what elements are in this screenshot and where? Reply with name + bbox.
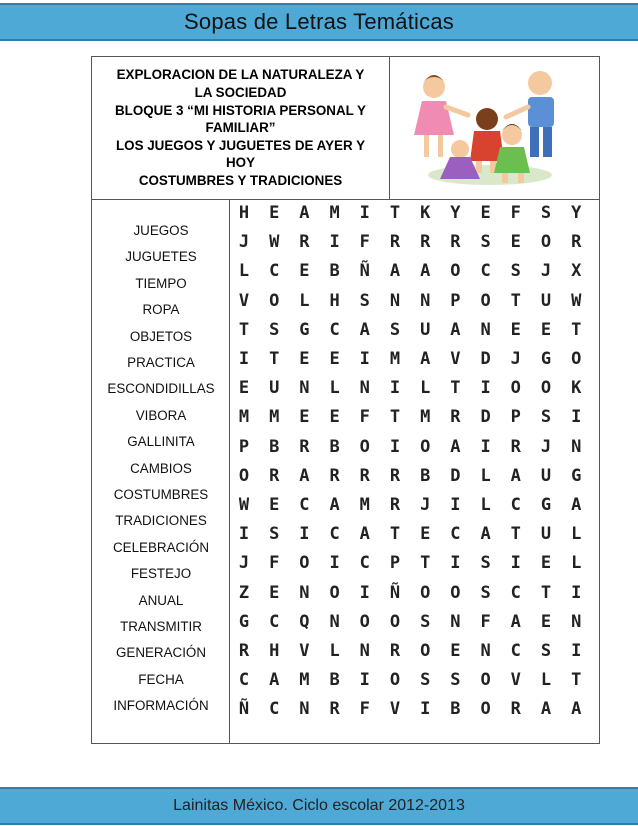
grid-letter: E [269, 495, 280, 515]
word-list-item: TRANSMITIR [120, 619, 202, 634]
grid-letter: B [329, 670, 340, 691]
grid-letter: T [420, 553, 431, 574]
grid-letter: R [389, 641, 401, 661]
grid-letter: U [540, 465, 552, 486]
grid-letter: S [269, 319, 280, 340]
grid-letter: A [540, 699, 552, 720]
grid-letter: N [299, 378, 310, 399]
grid-letter: N [450, 611, 461, 632]
grid-letter: I [359, 670, 370, 691]
grid-letter: N [571, 611, 582, 632]
grid-letter: U [540, 524, 552, 545]
grid-letter: R [510, 436, 521, 457]
grid-letter: L [420, 378, 431, 399]
grid-letter: A [510, 611, 521, 632]
grid-letter: Y [571, 203, 582, 223]
grid-letter: O [480, 670, 491, 691]
grid-letter: N [480, 319, 491, 340]
letter-grid [230, 200, 599, 743]
grid-letter: E [299, 407, 310, 428]
grid-letter: O [269, 290, 280, 311]
grid-letter: K [571, 378, 582, 399]
grid-letter: V [389, 699, 401, 720]
grid-letter: C [238, 670, 250, 691]
grid-letter: H [269, 641, 280, 661]
grid-letter: E [540, 319, 552, 340]
grid-letter: E [540, 611, 552, 632]
grid-letter: D [480, 349, 491, 369]
title-line: FAMILIAR” [205, 120, 276, 136]
grid-letter: I [571, 641, 582, 661]
grid-letter: O [571, 349, 582, 369]
word-list-item: OBJETOS [129, 328, 193, 344]
grid-letter: A [269, 670, 280, 691]
grid-letter: N [480, 641, 491, 661]
grid-letter: H [329, 290, 340, 311]
grid-letter: I [359, 582, 370, 603]
grid-letter: H [238, 203, 250, 223]
grid-letter: C [450, 524, 461, 545]
word-list-item: ANUAL [138, 592, 184, 608]
grid-letter: R [299, 232, 310, 253]
grid-letter: R [450, 407, 461, 428]
worksheet-table [91, 56, 600, 744]
grid-letter: G [571, 465, 582, 486]
grid-letter: R [510, 699, 521, 720]
word-list-item: CELEBRACIÓN [113, 539, 209, 555]
grid-letter: E [329, 349, 340, 369]
title-line: LOS JUEGOS Y JUGUETES DE AYER Y [115, 137, 366, 153]
children-playing-circle-icon [390, 57, 599, 200]
grid-letter: R [269, 465, 280, 486]
grid-letter: F [510, 203, 521, 223]
grid-letter: V [299, 641, 310, 661]
grid-letter: P [510, 407, 521, 428]
grid-letter: L [329, 378, 340, 399]
grid-letter: D [450, 465, 461, 486]
grid-letter: E [420, 524, 431, 545]
grid-letter: A [571, 699, 582, 720]
grid-letter: T [389, 407, 401, 428]
grid-letter: E [299, 261, 310, 282]
grid-letter: S [359, 290, 370, 311]
grid-letter: B [420, 465, 431, 486]
grid-letter: S [540, 641, 552, 661]
title-line: LA SOCIEDAD [194, 85, 287, 101]
grid-letter: F [269, 553, 280, 574]
grid-letter: R [359, 465, 370, 486]
grid-letter: W [269, 232, 280, 253]
grid-letter: O [329, 582, 340, 603]
grid-letter: C [269, 261, 280, 282]
grid-letter: G [540, 495, 552, 515]
grid-letter: L [299, 290, 310, 311]
grid-letter: T [571, 670, 582, 691]
grid-letter: V [450, 349, 461, 369]
grid-letter: T [540, 582, 552, 603]
grid-letter: I [359, 349, 370, 369]
grid-letter: R [299, 436, 310, 457]
grid-letter: O [450, 582, 461, 603]
word-list-item: TRADICIONES [115, 513, 207, 529]
grid-letter: A [359, 524, 370, 545]
grid-letter: E [540, 553, 552, 574]
grid-letter: C [269, 611, 280, 632]
grid-letter: N [329, 611, 340, 632]
grid-letter: P [238, 436, 250, 457]
grid-letter: R [450, 232, 461, 253]
grid-letter: I [480, 436, 491, 457]
grid-letter: Ñ [238, 699, 250, 720]
grid-letter: L [571, 524, 582, 545]
grid-letter: I [571, 407, 582, 428]
grid-letter: I [389, 436, 401, 457]
grid-letter: T [238, 319, 250, 340]
word-list-item: CAMBIOS [130, 460, 192, 476]
grid-letter: C [510, 582, 521, 603]
grid-letter: W [238, 495, 250, 515]
grid-letter: I [571, 582, 582, 603]
grid-letter: I [480, 378, 491, 399]
grid-letter: S [480, 232, 491, 253]
grid-letter: E [510, 319, 521, 340]
grid-letter: S [510, 261, 521, 282]
grid-letter: N [299, 582, 310, 603]
grid-letter: S [269, 524, 280, 545]
grid-letter: S [450, 670, 461, 691]
grid-letter: A [389, 261, 401, 282]
title-line: COSTUMBRES Y TRADICIONES [138, 172, 343, 188]
grid-letter: R [389, 232, 401, 253]
grid-letter: N [571, 436, 582, 457]
grid-letter: F [359, 232, 370, 253]
grid-letter: G [540, 349, 552, 369]
grid-letter: A [420, 261, 431, 282]
grid-letter: N [359, 378, 370, 399]
grid-letter: T [389, 203, 401, 223]
grid-letter: I [450, 495, 461, 515]
grid-letter: M [389, 349, 401, 369]
word-list [92, 200, 230, 743]
grid-letter: C [359, 553, 370, 574]
grid-letter: P [450, 290, 461, 311]
grid-letter: I [299, 524, 310, 545]
grid-letter: J [540, 261, 552, 282]
word-list-item: FECHA [138, 671, 184, 687]
word-list-item: JUEGOS [133, 223, 189, 238]
grid-letter: U [269, 378, 280, 399]
grid-letter: T [571, 319, 582, 340]
grid-letter: T [510, 290, 521, 311]
grid-letter: R [329, 699, 340, 720]
grid-letter: R [571, 232, 582, 253]
grid-letter: L [238, 261, 250, 282]
grid-letter: Ñ [359, 261, 370, 282]
grid-letter: B [450, 699, 461, 720]
grid-letter: D [480, 407, 491, 428]
grid-letter: C [329, 524, 340, 545]
grid-letter: E [238, 378, 250, 399]
grid-letter: I [238, 524, 250, 545]
word-list-item: ESCONDIDILLAS [107, 381, 215, 397]
grid-letter: A [420, 349, 431, 369]
grid-letter: M [420, 407, 431, 428]
title-block [92, 57, 390, 200]
word-list-item: COSTUMBRES [113, 487, 209, 502]
page-title: Sopas de Letras Temáticas [184, 9, 454, 34]
word-list-item: VIBORA [135, 407, 187, 423]
grid-letter: S [389, 319, 401, 340]
grid-letter: I [238, 349, 250, 369]
grid-letter: J [238, 232, 250, 253]
grid-letter: S [420, 611, 431, 632]
grid-letter: F [359, 407, 370, 428]
grid-letter: I [329, 232, 340, 253]
grid-letter: O [480, 699, 491, 720]
grid-letter: L [329, 641, 340, 661]
grid-letter: O [510, 378, 521, 399]
grid-letter: O [540, 232, 552, 253]
grid-letter: L [480, 495, 491, 515]
grid-letter: I [420, 699, 431, 720]
grid-letter: N [359, 641, 370, 661]
grid-letter: E [329, 407, 340, 428]
grid-letter: C [299, 495, 310, 515]
grid-letter: M [329, 203, 340, 223]
grid-letter: T [450, 378, 461, 399]
grid-letter: E [269, 203, 280, 223]
grid-letter: J [238, 553, 250, 574]
grid-letter: S [540, 203, 552, 223]
grid-letter: U [420, 319, 431, 340]
grid-letter: C [269, 699, 280, 720]
grid-letter: N [389, 290, 401, 311]
grid-letter: Ñ [389, 582, 401, 603]
grid-letter: J [510, 349, 521, 369]
grid-letter: N [299, 699, 310, 720]
grid-letter: Y [450, 203, 461, 223]
grid-letter: A [299, 465, 310, 486]
grid-letter: O [420, 582, 431, 603]
title-line: BLOQUE 3 “MI HISTORIA PERSONAL Y [115, 102, 366, 118]
grid-letter: V [510, 670, 521, 691]
grid-letter: L [540, 670, 552, 691]
grid-letter: C [510, 495, 521, 515]
grid-letter: S [420, 670, 431, 691]
grid-letter: T [389, 524, 401, 545]
grid-letter: B [329, 436, 340, 457]
grid-letter: B [329, 261, 340, 282]
grid-letter: O [420, 436, 431, 457]
grid-letter: O [238, 465, 250, 486]
grid-letter: M [299, 670, 310, 691]
grid-letter: A [510, 465, 521, 486]
grid-letter: O [389, 670, 401, 691]
grid-letter: E [510, 232, 521, 253]
grid-letter: O [359, 611, 370, 632]
grid-letter: O [480, 290, 491, 311]
grid-letter: G [299, 319, 310, 340]
grid-letter: J [540, 436, 552, 457]
grid-letter: R [329, 465, 340, 486]
grid-letter: R [238, 641, 250, 661]
grid-letter: X [571, 261, 582, 282]
word-list-item: GALLINITA [127, 434, 195, 450]
grid-letter: U [540, 290, 552, 311]
grid-letter: N [420, 290, 431, 311]
grid-letter: I [450, 553, 461, 574]
word-list-item: TIEMPO [135, 275, 187, 291]
grid-letter: Z [238, 582, 250, 603]
grid-letter: E [269, 582, 280, 603]
grid-letter: C [480, 261, 491, 282]
grid-letter: E [450, 641, 461, 661]
grid-letter: O [299, 553, 310, 574]
grid-letter: O [450, 261, 461, 282]
grid-letter: O [359, 436, 370, 457]
grid-letter: A [450, 436, 461, 457]
grid-letter: R [389, 465, 401, 486]
grid-letter: S [480, 553, 491, 574]
grid-letter: C [329, 319, 340, 340]
grid-letter: E [480, 203, 491, 223]
word-list-item: PRACTICA [127, 355, 195, 370]
grid-letter: W [571, 290, 582, 311]
grid-letter: I [389, 378, 401, 399]
title-line: HOY [225, 155, 256, 171]
grid-letter: M [238, 407, 250, 428]
grid-letter: K [420, 203, 431, 223]
grid-letter: A [359, 319, 370, 340]
grid-letter: O [540, 378, 552, 399]
illustration-cell [390, 57, 599, 200]
word-list-item: INFORMACIÓN [113, 698, 209, 714]
grid-letter: C [510, 641, 521, 661]
grid-letter: R [420, 232, 431, 253]
header-banner [0, 3, 638, 41]
title-line: EXPLORACION DE LA NATURALEZA Y [116, 67, 365, 83]
grid-letter: T [269, 349, 280, 369]
grid-letter: I [510, 553, 521, 574]
grid-letter: J [420, 495, 431, 515]
grid-letter: M [359, 495, 370, 515]
grid-letter: T [510, 524, 521, 545]
grid-letter: E [299, 349, 310, 369]
grid-letter: S [480, 582, 491, 603]
grid-letter: A [480, 524, 491, 545]
grid-letter: V [238, 290, 250, 311]
footer-text: Lainitas México. Ciclo escolar 2012-2013 [173, 797, 465, 814]
word-list-item: ROPA [142, 302, 180, 318]
grid-letter: B [269, 436, 280, 457]
grid-letter: A [571, 495, 582, 515]
grid-letter: O [389, 611, 401, 632]
grid-letter: R [389, 495, 401, 515]
grid-letter: Q [299, 611, 310, 632]
grid-letter: F [480, 611, 491, 632]
word-list-item: GENERACIÓN [115, 645, 207, 661]
footer-banner [0, 787, 638, 825]
grid-letter: G [238, 611, 250, 632]
grid-letter: S [540, 407, 552, 428]
grid-letter: O [420, 641, 431, 661]
word-list-item: FESTEJO [130, 566, 192, 582]
grid-letter: I [359, 203, 370, 223]
grid-letter: L [480, 465, 491, 486]
grid-letter: A [450, 319, 461, 340]
grid-letter: M [269, 407, 280, 428]
grid-letter: I [329, 553, 340, 574]
grid-letter: A [329, 495, 340, 515]
grid-letter: F [359, 699, 370, 720]
grid-letter: A [299, 203, 310, 223]
grid-letter: P [389, 553, 401, 574]
grid-letter: L [571, 553, 582, 574]
word-list-item: JUGUETES [125, 249, 197, 265]
